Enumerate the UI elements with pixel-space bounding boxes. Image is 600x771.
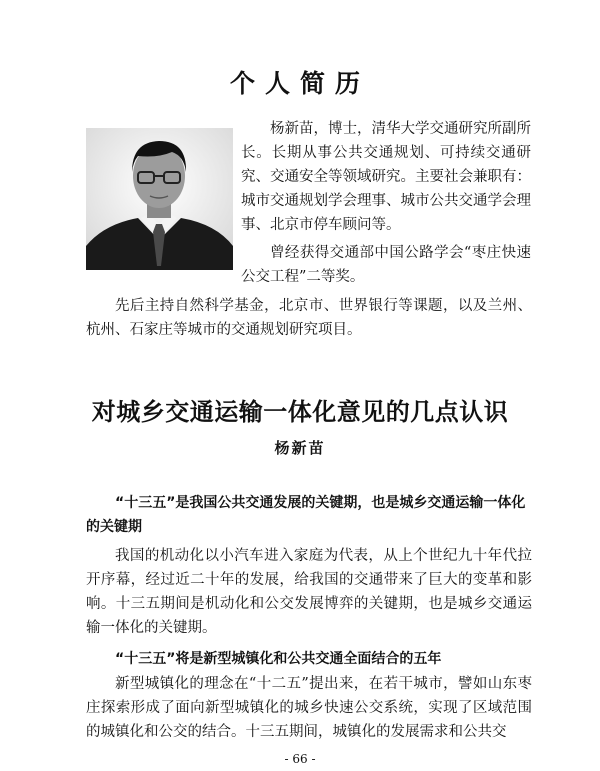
author-photo	[86, 128, 233, 270]
section-body-2: 新型城镇化的理念在“十二五”提出来，在若干城市，譬如山东枣庄探索形成了面向新型城镇化的城乡快速公交系统，实现了区域范围的城镇化和公交的结合。十三五期间，城镇化的发展需求和公共交	[86, 676, 532, 740]
author-portrait-image	[86, 128, 233, 270]
article-author: 杨新苗	[274, 439, 326, 457]
section-heading-2: “十三五”将是新型城镇化和公共交通全面结合的五年	[115, 651, 442, 667]
article-title: 对城乡交通运输一体化意见的几点认识	[91, 398, 509, 426]
bio-text: 杨新苗，博士，清华大学交通研究所副所长。长期从事公共交通规划、可持续交通研究、交通安全等领域研究。主要社会兼职有：城市交通规划学会理事、城市公共交通学会理事、北京市停车顾问等。	[241, 121, 531, 233]
bio-title: 个人简历	[229, 69, 370, 98]
section-body-1: 我国的机动化以小汽车进入家庭为代表，从上个世纪九十年代拉开序幕，经过近二十年的发展，给我国的交通带来了巨大的变革和影响。十三五期间是机动化和公交发展博弈的关键期，也是城乡交通运输一体化的关键期。	[86, 548, 532, 636]
bio-projects: 先后主持自然科学基金，北京市、世界银行等课题，以及兰州、杭州、石家庄等城市的交通规划研究项目。	[86, 298, 532, 338]
bio-award: 曾经获得交通部中国公路学会“枣庄快速公交工程”二等奖。	[241, 245, 531, 285]
section-heading-1: “十三五”是我国公共交通发展的关键期，也是城乡交通运输一体化的关键期	[86, 495, 526, 535]
page-number: - 66 -	[284, 752, 316, 766]
